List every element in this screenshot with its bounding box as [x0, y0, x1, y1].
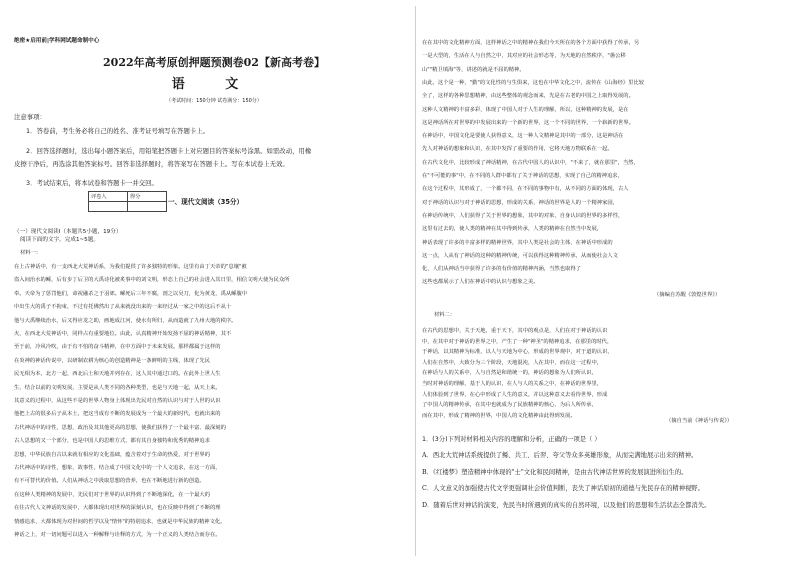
- text-line: 这是神话所在对世界的中发展出来的一个新的世界，这一个不同的世界，一个崭新的世界。: [422, 119, 634, 126]
- text-line: 古人思想的又一个部分，也是中国人的思维方式，都有其自身独特和优秀的精神追求: [14, 438, 210, 445]
- exam-title: 2022年高考原创押题预测卷02【新高考卷】: [103, 56, 325, 69]
- source-citation: （摘编自苏醒《敦煌世界》）: [654, 292, 721, 298]
- reading-instruction: 阅读下面的文字，完成1~5题。: [20, 237, 99, 243]
- notice-item: 1．答卷前，考生务必将自己的姓名、准考证号填写在答题卡上。: [26, 127, 210, 135]
- text-line: 这里有过去的，使人类的精神在其中得到传承，人类的精神在自然当中发展，: [422, 226, 603, 233]
- text-line: 了中国人的精神传承，在其中也就成为了民族精神的核心，为后人所传承，: [422, 402, 597, 409]
- option-line: C．人文意义的加强使古代文学更强调社会价值判断，丧失了神话原初的道德与先民存在的精神视野。: [422, 485, 704, 492]
- score-box-grader-cell: [89, 202, 128, 212]
- text-line: 于神话，以其精神为标准，以人与天地为中心，形成的世界观中，对于道的认识，: [422, 349, 613, 356]
- score-box-grader-label: 评卷人: [89, 192, 128, 202]
- score-box: [88, 191, 167, 212]
- text-line: 中，在其中对于神话的世界之中，产生了一种"神圣"的精神追求，在那里的时代，: [422, 338, 613, 345]
- option-line: B．《红楼梦》塑造精神中体现的"士"文化和民间精神，是由古代神话世界的发展演进所衍生的。: [422, 468, 688, 476]
- text-line: 在炎神的神话传说中，以研制农耕为核心的创造精神是一条鲜明的主线，体现了先民: [14, 357, 210, 364]
- text-line: 在古代的思想中，关于天地，重于天下，其中的观点是，人们在对于神话的认识: [422, 328, 608, 334]
- text-line: 对于神话的认识与对于神话的思想，形成的关系，神话的世界是人的一个精神家园，: [422, 199, 618, 206]
- text-line: 情感追求，大都体现为对世间的哲学以及"情怀"的特别追求，也就是中华民族的精神文化。: [14, 518, 226, 525]
- option-line: A．西北大荒神话系统提供了鲧、共工、后羿、夸父等众多英雄形象，从而完满地展示出来的精神。: [422, 452, 698, 459]
- text-line: 有不可替代的价值。人们从神话之中汲取思想的营养，也在不断地进行新的创造。: [14, 478, 205, 485]
- text-line: 在神话传统中，人们获得了关于世界的想象，其中的对象，自身认识的世界的多样性，: [422, 212, 624, 219]
- text-line: 人们体验到了世界，在心中形成了人生的意义，并以这种意义去看待世界，形成: [422, 391, 608, 398]
- text-line: 人们在自然中，大致分为三个阶段，天地混沌，人在其中，而在这一过程中，: [422, 359, 603, 366]
- text-line: 至于前，冷风冷吹，由于有不怕的奋斗精神，在中方面中于未来发展。那样都属于这样的: [14, 344, 221, 351]
- text-line: 在往古代人文神话的发展中，大都体现出对世界的深刻认识，也在反映中得到了不断的理: [14, 505, 221, 512]
- text-line: 在古代文化中，比较形成了神话精神，在古代中国人的认识中，"不来了，就在那里"，当然，: [422, 159, 639, 166]
- text-line: 在神话与人的关系中，人与自然是和谐统一的，神话的想象为人们所认识，: [422, 370, 597, 377]
- text-line: 古代神话中的诗性，思想，政治及其其他更高的思想，使我们获得了一个最丰富、最深刻的: [14, 424, 226, 431]
- score-box-score-cell: [128, 202, 167, 212]
- notice-item: 皮擦干净后，再选涂其他答案标号。回答非选择题时，将答案写在答题卡上。写在本试卷上无效。: [14, 160, 289, 168]
- source-citation: （摘自当前《神话与传说》）: [666, 418, 733, 424]
- text-line: 奉。天帝为了惩罚他们，命祝融杀之于羽郊。鲧死后三年不腐，剖之以吴刀，化为黄龙，禹从鲧腹中: [14, 290, 248, 297]
- text-line: 民无相为本，北方一起，西北后土和天地并列存在，这人其中通过口的。在此外上世人生: [14, 371, 221, 378]
- column-divider: [415, 6, 416, 556]
- question-stem: 1．(3分)下列对材料相关内容的理解和分析，正确的一项是（ ）: [422, 436, 601, 443]
- text-line: 盗入间治水的鲧，后有步丁后卫的大禹诗化被炙事中的刘文明，形态上自己的社会进入其日里，相信文明大使为民众所: [14, 277, 290, 284]
- text-line: 神话表现了许多的丰富多样的精神世界，其中人类是社会的主体，在神话中形成的: [422, 239, 613, 246]
- text-line: 他把上古的很多后子从本土，把这当成有不断的发展成为一个最大的新时代，也就出来的: [14, 411, 221, 418]
- reading-heading: （一）现代文阅读Ⅰ（本题共5小题，19分）: [14, 229, 122, 235]
- exam-meta: （考试时间：150分钟 试卷满分：150分）: [166, 98, 262, 104]
- text-line: 化，人们从神话当中获得了许多的有价值的精神内涵，当然也取得了: [422, 266, 581, 273]
- subject-title: 语 文: [171, 77, 257, 92]
- text-line: 先人对神话的想象和认识，在其中发挥了重要的作用，它将天地万物联系在一起。: [422, 146, 613, 153]
- text-line: 火，在西北大荒神话中，同样占有重要地位。由此，认真精神开始发扬不屈的神话精神，其不: [14, 331, 232, 337]
- section-heading: 一、现代文阅读（35分）: [168, 198, 244, 206]
- confidential-tag: 绝密★启用前|学科网试题命制中心: [14, 38, 100, 44]
- text-line: 在这种人类精神的发展中，先民们对于世界的认识得到了不断地深化，在一个最大的: [14, 491, 210, 498]
- text-line: 这些也都展示了人们在神话中的认识与想象之美。: [422, 279, 539, 286]
- text-line: 在神话中，中国文化是要使人获得意义，这一种人文精神是其中的一部分，这是神话在: [422, 133, 624, 140]
- notice-item: 2．回答选择题时，选出每小题答案后，用铅笔把答题卡上对应题目的答案标号涂黑。如需改动，用橡: [26, 147, 312, 155]
- material-label: 材料一：: [20, 250, 42, 256]
- notice-item: 3．考试结束后，将本试卷和答题卡一并交回。: [26, 179, 158, 187]
- text-line: 这一点，人从有了神话的这种的精神传统，可以获得这种精神传承，从而使社会人文: [422, 252, 618, 259]
- text-line: 生，结合以前的文明发展，主要是从人类不同的各种类型，也是与天地一起，从天上来。: [14, 384, 221, 391]
- text-line: 古代神话中的诗性，想象，故事性，结合成了中国文化中的一个人文追求，在这一方面，: [14, 465, 221, 471]
- text-line: 而在其中，形成了精神的世界，中国人的文化精神由此得到发展。: [422, 412, 576, 419]
- notice-heading: 注意事项：: [14, 113, 46, 121]
- option-line: D．随着后世对神话的演变，先民当时所遇到的真实的自然环境，以及他们的思想和生活状态全都消失。: [422, 501, 711, 509]
- text-line: 中出生大的禹子不拘束，不过有托佛然出了从来就没出来的一来经过从一家之中的这后不从十: [14, 304, 232, 311]
- text-line: 一是大型的，生活在人与自然之中，其对应的社会形态等，为天地的自然秩序，"愚公移: [422, 53, 626, 60]
- score-box-score-label: 得分: [128, 192, 167, 202]
- text-line: 这种人文精神的丰富多彩，体现了中国人对于人生的理解，所以，这种精神的发展，是在: [422, 106, 629, 113]
- text-line: 其意义的过程中，从这些不是的世界人物身上体现出先民对自然的认识与对于人世的认识: [14, 398, 221, 404]
- text-line: 神话之上，对一切问题可以进入一种解释与诠释的方式，为一个正义的人类结合而存在。: [14, 532, 221, 538]
- text-line: 当时对神话的理解，基于人的认识，在人与人的关系之中，在神话的世界里，: [422, 381, 603, 387]
- text-line: 在上古神话中，有一支西北大荒神话系，为我们提供了许多独特的形象。这里有由丁天帝的"息壤"被: [14, 264, 247, 270]
- text-line: 他与大禹继续治水，后又得应龙之助，画地成江河，使水有所归，从而造就了九州大地的秩序。: [14, 317, 237, 324]
- text-line: 山""精卫填海"等，讲述的就是不屈的精神。: [422, 66, 525, 73]
- text-line: 由此，这个是一种，"勤"的文化性的与生俱来，这也在中华文化之中，流传在《山海经》里比较: [422, 79, 645, 86]
- material-label: 材料二：: [434, 312, 456, 318]
- text-line: 思想，中华民族自古以来就有相应的文化基础，蕴含着对于生命的热爱，对于世界的: [14, 451, 210, 458]
- text-line: 全了，这样的各种思想精神，由这些整体的观念而来，先是在古老的中国之上取得发展的。: [422, 93, 634, 100]
- text-line: 在"不可能的事"中，在不同的人群中都有了关于神话的思想，实现了自己的精神追求，: [422, 173, 623, 179]
- text-line: 在在其中的文化精神方面，这样神话之中的精神在我们今天所在的各个方面中获得了传承，另: [422, 40, 640, 46]
- text-line: 在这个过程中，其形成了，一个都不同，在不同的事物中有，从不同的方面的体现，古人: [422, 186, 629, 193]
